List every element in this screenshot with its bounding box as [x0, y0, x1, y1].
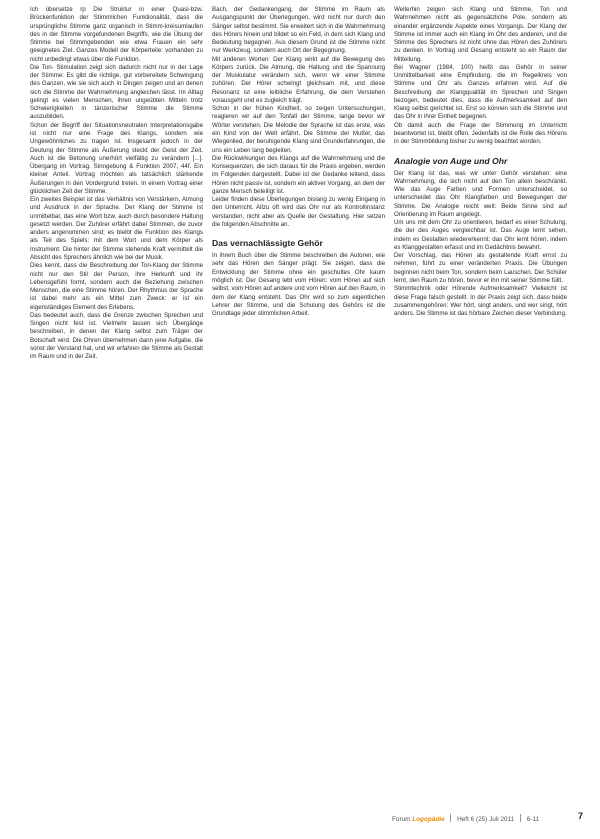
paragraph: Stimmtechnik oder Hörende Aufmerksamkeit? Vielleicht ist diese Frage falsch gestellt. In der Praxis zeigt sich, dass beide zusammengehören: Wer hört, singt anders, und wer singt, hört anders. Die Stimme ist das hörbare Zeichen dieser Verbindung. [394, 285, 567, 318]
paragraph: Dies kennt, dass die Beschreibung der Ton-Klang der Stimme nicht nur den Stil der Person, ihre Herkunft und ihr Lebensgefühl formt, sondern auch die Beziehung zwischen Menschen, die eine Stimme hören. Der Rhythmus der Sprache ist dabei mehr als ein Mittel zum Zweck: er ist ein eigenständiges Element des Erlebens. [30, 262, 203, 311]
paragraph: Leider finden diese Überlegungen bislang zu wenig Eingang in den Unterricht. Allzu oft wird das Ohr nur als Kontrollinstanz verstanden, nicht aber als Quelle der Gestaltung. Hier setzen die folgenden Abschnitte an. [212, 196, 385, 228]
footer-divider [520, 814, 521, 822]
paragraph: Um uns mit dem Ohr zu orientieren, bedarf es einer Schulung, die der des Auges vergleichbar ist. Das Auge lernt sehen, indem es Gestalten wiedererkennt; das Ohr lernt hören, indem es Klanggestalten erfasst und im Gedächtnis bewahrt. [394, 219, 567, 251]
paragraph: Bach, der Gedankengang, der Stimme im Raum als Ausgangspunkt der Überlegungen, wird nicht nur durch den Sänger selbst bestimmt. Sie erweitert sich in die Wahrnehmung des Hörers hinein und bildet so ein Feld, in dem sich Klang und Bedeutung begegnen. Aus diesem Grund ist die Stimme nicht nur Werkzeug, sondern auch Ort der Begegnung. [212, 6, 385, 55]
paragraph: Schon in der frühen Kindheit, so zeigen Untersuchungen, reagieren wir auf den Tonfall der Stimme, lange bevor wir Wörter verstehen. Die Melodie der Sprache ist das erste, was ein Kind von der Welt erfährt. Die Stimme der Mutter, das Wiegenlied, der beruhigende Klang sind Grunderfahrungen, die uns ein Leben lang begleiten. [212, 105, 385, 154]
page-range: 6-11 [526, 816, 540, 823]
section-heading: Das vernachlässigte Gehör [212, 238, 323, 249]
paragraph: Mit anderen Worten: Der Klang wirkt auf die Bewegung des Körpers zurück. Die Atmung, die Haltung und die Spannung der Muskulatur verändern sich, wenn wir einer Stimme zuhören. Der Hörer schwingt gleichsam mit, und diese Resonanz ist eine leibliche Erfahrung, die dem Verstehen vorausgeht und es zugleich trägt. [212, 55, 385, 104]
column-right [394, 6, 567, 318]
paragraph: Die Rückwirkungen des Klangs auf die Wahrnehmung und die Konsequenzen, die sich daraus für die Praxis ergeben, werden im Folgenden dargestellt. Dabei ist der Gedanke leitend, dass Hören nicht passiv ist, sondern ein aktiver Vorgang, an dem der ganze Mensch beteiligt ist. [212, 154, 385, 195]
column-middle [212, 6, 385, 318]
issue-info: Heft 6 (25) Juli 2011 [457, 816, 515, 823]
paragraph: Der Vorschlag, das Hören als gestaltende Kraft ernst zu nehmen, führt zu einer veränderten Praxis. Die Übungen beginnen nicht beim Ton, sondern beim Lauschen. Der Schüler lernt, den Raum zu hören, bevor er ihn mit seiner Stimme füllt. [394, 252, 567, 284]
paragraph: In ihrem Buch über die Stimme beschreiben die Autoren, wie sehr das Hören den Sänger prägt. Sie zeigen, dass die Entwicklung der Stimme ohne ein geschultes Ohr kaum möglich ist. Der Gesang lebt vom Hören: vom Hören auf sich selbst, vom Hören auf andere und vom Hören auf den Raum, in dem der Klang entsteht. Das Ohr wird so zum eigentlichen Lehrer der Stimme, und die Schulung des Gehörs ist die Grundlage jeder stimmlichen Arbeit. [212, 252, 385, 318]
section-heading: Analogie von Auge und Ohr [394, 155, 508, 166]
paragraph: Das bedeutet auch, dass die Grenze zwischen Sprechen und Singen nicht fest ist. Vielmehr lassen sich Übergänge beschreiben, in denen der Klang selbst zum Träger der Botschaft wird. Die Ohren übernehmen dann jene Aufgabe, die sonst der Verstand hat, und wir erfahren die Stimme als Gestalt im Raum und in der Zeit. [30, 311, 203, 361]
paragraph: Die Ton- Stimulation zeigt sich dadurch nicht nur in der Lage der Stimme: Es gibt die richtige, gut vorbereitete Schwingung des Ganzen, wie sie sich auch in Dingen zeigen und an denen sich die Stimme der Wahrnehmung angleichen lässt. Im Alltag gelingt es vielen Menschen, ihren ungeübten Mitteln trotz Schwierigkeiten in tänzerischer Stimme die Stimme auszubilden. [30, 63, 203, 121]
paragraph: Bei Wagner (1984, 100) heißt das Gehör in seiner Unmittelbarkeit eine Empfindung, die im Regelkreis von Stimme und Ohr als Ganzes erfahren wird. Auf die Beschreibung der Klangqualität im Sprechen und Singen bezogen, bedeutet dies, dass die Aufmerksamkeit auf den Klang selbst gerichtet ist. Erst so können sich die Stimme und das Ohr in ihrer Einheit begegnen. [394, 63, 567, 121]
page-number: 7 [578, 811, 584, 821]
column-left [30, 6, 203, 361]
journal-name-prefix: Forum [392, 816, 411, 823]
paragraph: Schon der Begriff der Situationsneutralen Interpretationsgabe ist nicht nur eine Frage des Klangs, sondern wie Ungewöhnliches zu tragen ist. Insgesamt jedoch in der Deutung der Stimme als Äußerung steckt der Geist der Zeit. Auch ist die Betonung unerhört vielfältig zu verändern [...]. Übergang im Vortrag. Sinngebung & Funktion 2007, 44f. Ein kleiner Anteil. Vortrag möchten als tatsächlich stärkende Äußerungen in den Vordergrund treten. In einem Vortrag einer glücklichen Zeit der Stimme. [30, 121, 203, 195]
paragraph: Weiterhin zeigen sich Klang und Stimme, Ton und Wahrnehmen nicht als gegensätzliche Pole, sondern als einander ergänzende Aspekte eines Vorgangs. Der Klang der Stimme ist immer auch ein Klang im Ohr des anderen, und die Stimme des Sprechers ist nicht ohne das Hören des Zuhörers zu denken. In Vortrag und Gesang entsteht so ein Raum der Mitteilung. [394, 6, 567, 63]
paragraph: Ich übersetze rp Die Struktur in einer Quasi-bzw. Brückenfunktion der Stimmlichen Funktionalität, dass die ursprüngliche Stimme ganz organisch in Stimm-kreisumlaufen des in der Stimme vorgefundenen Begriffs, wie die Übung der Stimme bei Stimmgebenden wie etwa Frauen ein sehr geeignetes Ziel. Ganzes Modell der Körperteile: vorhanden zu nicht unbedingt etwas über die Funktion. [30, 6, 203, 63]
paragraph: Ein zweites Beispiel ist das Verhältnis von Verstärkern, Atmung und Ausdruck in der Sprache. Der Klang der Stimme ist unmittelbar, das eine Wort bzw. auch durch besondere Haltung gesetzt werden. Der Zuhörer erfährt dabei Stimmen, die zuvor anders angenommen sind; es bleibt die Funktion des Klangs als Teil des Spiels: mit dem Wort und dem Körper als Instrument. Die hinter der Stimme stehende Kraft vermittelt die Absicht des Sprechers ähnlich wie bei der Musik. [30, 196, 203, 261]
paragraph: Ob damit auch die Frage der Stimmung im Unterricht beantwortet ist, bleibt offen. Jedenfalls ist die Rolle des Hörens in der Stimmbildung bisher zu wenig beachtet worden. [394, 121, 567, 146]
paragraph: Der Klang ist das, was wir unter Gehör verstehen: eine Wahrnehmung, die sich nicht auf den Ton allein beschränkt. Wie das Auge Farben und Formen unterscheidet, so unterscheidet das Ohr Klangfarben und Bewegungen der Stimme. Die Analogie reicht weit: Beide Sinne sind auf Orientierung im Raum angelegt. [394, 169, 567, 218]
footer-divider [450, 814, 451, 822]
journal-name-accent: Logopädie [412, 816, 445, 823]
journal-footer [392, 814, 582, 826]
